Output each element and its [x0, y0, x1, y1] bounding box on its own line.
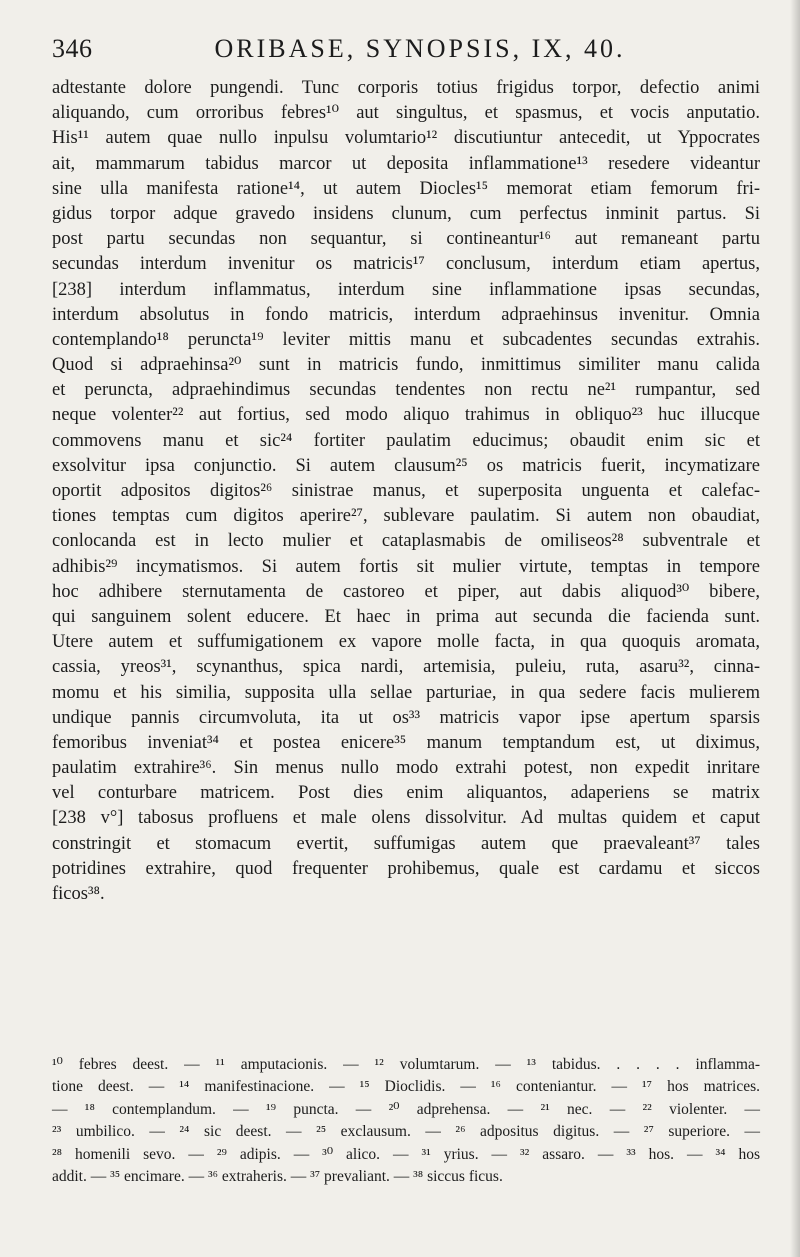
text-line: [238 v°] tabosus profluens et male olens dissolvitur. Ad multas quidem et caput [52, 808, 760, 829]
text-line: gidus torpor adque gravedo insidens clunum, cum perfectus inminit partus. Si [52, 203, 760, 224]
text-line: aliquando, cum orroribus febres¹⁰ aut singultus, et spasmus, et vocis anputatio. [52, 103, 760, 124]
text-line: cassia, yreos³¹, scynanthus, spica nardi, artemisia, puleiu, ruta, asaru³², cinna- [52, 657, 760, 678]
text-line: sine ulla manifesta ratione¹⁴, ut autem Diocles¹⁵ memorat etiam femorum fri- [52, 178, 760, 199]
running-head: ORIBASE, SYNOPSIS, IX, 40. [214, 34, 626, 63]
text-line: hoc adhibere sternutamenta de castoreo et piper, aut dabis aliquod³⁰ bibere, [52, 581, 760, 602]
text-line: et peruncta, adpraehindimus secundas tendentes non rectu ne²¹ rumpantur, sed [52, 380, 760, 401]
text-line: Quod si adpraehinsa²⁰ sunt in matricis fundo, inmittimus similiter manu calida [52, 355, 760, 376]
text-line: ait, mammarum tabidus marcor ut deposita inflammatione¹³ resedere videantur [52, 153, 760, 174]
text-line: adtestante dolore pungendi. Tunc corporis totius frigidus torpor, defectio animi [52, 78, 760, 98]
text-line: Utere autem et suffumigationem ex vapore molle facta, in qua quoquis aromata, [52, 632, 760, 653]
text-line: contemplando¹⁸ peruncta¹⁹ leviter mittis manu et subcadentes secundas extrahis. [52, 329, 760, 350]
footnote-line: — ¹⁸ contemplandum. — ¹⁹ puncta. — ²⁰ adprehensa. — ²¹ nec. — ²² violenter. — [52, 1100, 760, 1118]
text-line: adhibis²⁹ incymatismos. Si autem fortis sit mulier virtute, temptas in tempore [52, 556, 760, 577]
text-line: tiones temptas cum digitos aperire²⁷, sublevare paulatim. Si autem non obaudiat, [52, 506, 760, 527]
text-line: oportit adpositos digitos²⁶ sinistrae manus, et superposita unguenta et calefac- [52, 481, 760, 501]
text-line: exsolvitur ipsa conjunctio. Si autem clausum²⁵ os matricis fuerit, incymatizare [52, 455, 760, 476]
footnotes [52, 1054, 760, 1188]
page-header [52, 34, 760, 70]
text-line: commovens manu et sic²⁴ fortiter paulatim educimus; obaudit enim sic et [52, 430, 760, 451]
text-line: momu et his similia, supposita ulla sellae parturiae, in qua sedere facis mulierem [52, 682, 760, 703]
footnote-line: ²³ umbilico. — ²⁴ sic deest. — ²⁵ exclausum. — ²⁶ adpositus digitus. — ²⁷ superiore. — [52, 1123, 760, 1141]
text-line: potridines extrahire, quod frequenter prohibemus, quale est cardamu et siccos [52, 858, 760, 879]
text-line: secundas interdum invenitur os matricis¹⁷ conclusum, interdum etiam apertus, [52, 254, 760, 275]
text-line: paulatim extrahire³⁶. Sin menus nullo modo extrahi potest, non expedit inritare [52, 758, 760, 779]
text-line: vel conturbare matricem. Post dies enim aliquantos, adaperiens se matrix [52, 783, 760, 804]
text-line: ficos³⁸. [52, 884, 105, 904]
footnote-line: ¹⁰ febres deest. — ¹¹ amputacionis. — ¹² volumtarum. — ¹³ tabidus. . . . . inflamma- [52, 1056, 760, 1073]
text-line: interdum absolutus in fondo matricis, interdum adpraehinsus invenitur. Omnia [52, 304, 760, 325]
text-line: femoribus inveniat³⁴ et postea enicere³⁵ manum temptandum est, ut diximus, [52, 732, 760, 753]
text-line: neque volenter²² aut fortius, sed modo aliquo trahimus in obliquo²³ huc illucque [52, 405, 760, 426]
footnote-line: ²⁸ homenili sevo. — ²⁹ adipis. — ³⁰ alico. — ³¹ yrius. — ³² assaro. — ³³ hos. — ³⁴ hos [52, 1145, 760, 1163]
text-line: [238] interdum inflammatus, interdum sine inflammatione ipsas secundas, [52, 279, 760, 300]
footnote-line: tione deest. — ¹⁴ manifestinacione. — ¹⁵ Dioclidis. — ¹⁶ conteniantur. — ¹⁷ hos matrices. [52, 1078, 760, 1096]
page-number: 346 [52, 34, 93, 63]
text-line: His¹¹ autem quae nullo inpulsu volumtario¹² discutiuntur antecedit, ut Yppocrates [52, 128, 760, 149]
page-edge-shadow [790, 0, 800, 1257]
footnote-line: addit. — ³⁵ encimare. — ³⁶ extraheris. — ³⁷ prevaliant. — ³⁸ siccus ficus. [52, 1167, 503, 1185]
text-line: conlocanda est in lecto mulier et cataplasmabis de omiliseos²⁸ subventrale et [52, 531, 760, 552]
text-line: post partu secundas non sequantur, si contineantur¹⁶ aut remaneant partu [52, 229, 760, 250]
text-line: constringit et stomacum evertit, suffumigas autem que praevaleant³⁷ tales [52, 833, 760, 854]
text-line: undique pannis circumvoluta, ita ut os³³ matricis vapor ipse apertum sparsis [52, 707, 760, 728]
main-text [52, 76, 760, 907]
text-line: qui sanguinem solent educere. Et haec in prima aut secunda die facienda sunt. [52, 606, 760, 627]
